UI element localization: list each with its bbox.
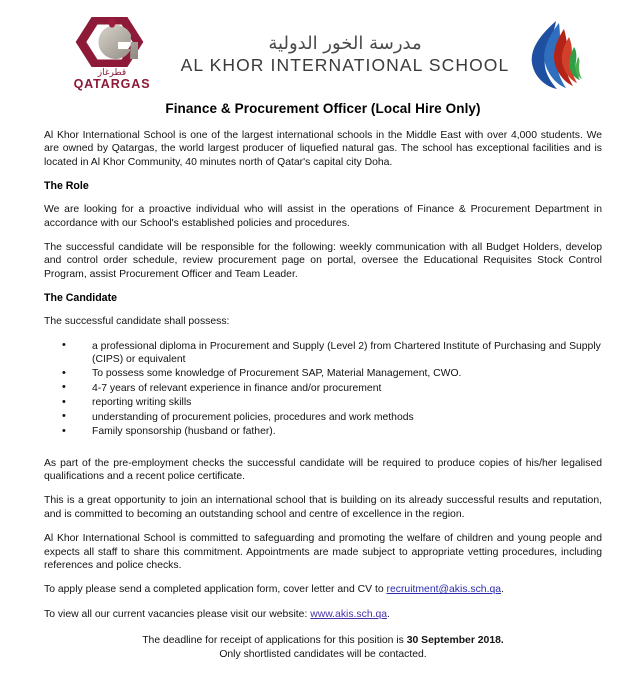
recruitment-email-link[interactable]: recruitment@akis.sch.qa — [386, 584, 502, 596]
candidate-lead-in: The successful candidate shall possess: — [44, 316, 230, 328]
deadline-date: 30 September 2018. — [406, 635, 504, 647]
qatargas-wordmark: QATARGAS — [73, 77, 151, 92]
pre-employment-paragraph: As part of the pre-employment checks the successful candidate will be required to produce copies of his/her legalised qualifications and a recent police certificate. — [44, 457, 602, 482]
safeguarding-paragraph: Al Khor International School is committed to safeguarding and promoting the welfare of children and young people and expects all staff to share this commitment. Appointments are made subject to appropriate vetting procedures, including references and police checks. — [44, 533, 602, 571]
deadline-block — [44, 634, 602, 661]
document-body — [0, 101, 640, 661]
deadline-line — [44, 634, 602, 647]
deadline-text-prefix: The deadline for receipt of applications for this position is — [142, 635, 407, 647]
list-item: • 4-7 years of relevant experience in finance and/or procurement — [44, 382, 602, 395]
page-title: Finance & Procurement Officer (Local Hire Only) — [165, 101, 481, 116]
qatargas-hexagon-icon — [75, 17, 149, 67]
list-item: • a professional diploma in Procurement and Supply (Level 2) from Chartered Institute of Purchasing and Supply (CIPS) or equivalent — [44, 340, 602, 367]
list-item: • Family sponsorship (husband or father). — [44, 425, 602, 438]
role-paragraph-1: We are looking for a proactive individual who will assist in the operations of Finance & Procurement Department in accordance with our School's established policies and procedures. — [44, 204, 602, 229]
vacancies-text-suffix: . — [387, 608, 390, 620]
list-item: • To possess some knowledge of Procurement SAP, Material Management, CWO. — [44, 367, 602, 380]
apply-text-suffix: . — [501, 584, 504, 596]
intro-paragraph: Al Khor International School is one of the largest international schools in the Middle East with over 4,000 students. We are owned by Qatargas, the world largest producer of liquefied natural gas. The school has exceptional facilities and is located in Al Khor Community, 40 minutes north of Qatar's capital city Doha. — [44, 130, 602, 168]
apply-text-prefix: To apply please send a completed application form, cover letter and CV to — [44, 584, 387, 596]
akis-flame-logo-icon — [526, 19, 588, 91]
apply-paragraph — [44, 583, 602, 596]
section-heading-role: The Role — [44, 180, 89, 193]
school-name-block — [166, 33, 526, 77]
section-heading-candidate: The Candidate — [44, 292, 117, 305]
document-header — [0, 0, 640, 95]
qatargas-logo — [58, 17, 166, 92]
school-name-arabic: مدرسة الخور الدولية — [268, 32, 422, 54]
list-item: • reporting writing skills — [44, 396, 602, 409]
vacancies-text-prefix: To view all our current vacancies please visit our website: — [44, 608, 311, 620]
vacancies-paragraph — [44, 608, 602, 621]
candidate-requirements-list — [44, 340, 602, 439]
school-name-english: AL KHOR INTERNATIONAL SCHOOL — [180, 55, 510, 76]
shortlist-note: Only shortlisted candidates will be contacted. — [219, 648, 427, 660]
role-paragraph-2: The successful candidate will be responsible for the following: weekly communication with all Budget Holders, develop and control order schedule, review procurement page on portal, oversee the Educational Requisites Stock Control Program, assist Procurement Officer and Team Leader. — [44, 242, 602, 280]
list-item: • understanding of procurement policies, procedures and work methods — [44, 411, 602, 424]
qatargas-arabic-text: قطرغاز — [97, 68, 127, 79]
opportunity-paragraph: This is a great opportunity to join an international school that is building on its already successful results and reputation, and is committed to becoming an outstanding school and centre of excellence in the region. — [44, 495, 602, 520]
school-website-link[interactable]: www.akis.sch.qa — [310, 608, 388, 620]
